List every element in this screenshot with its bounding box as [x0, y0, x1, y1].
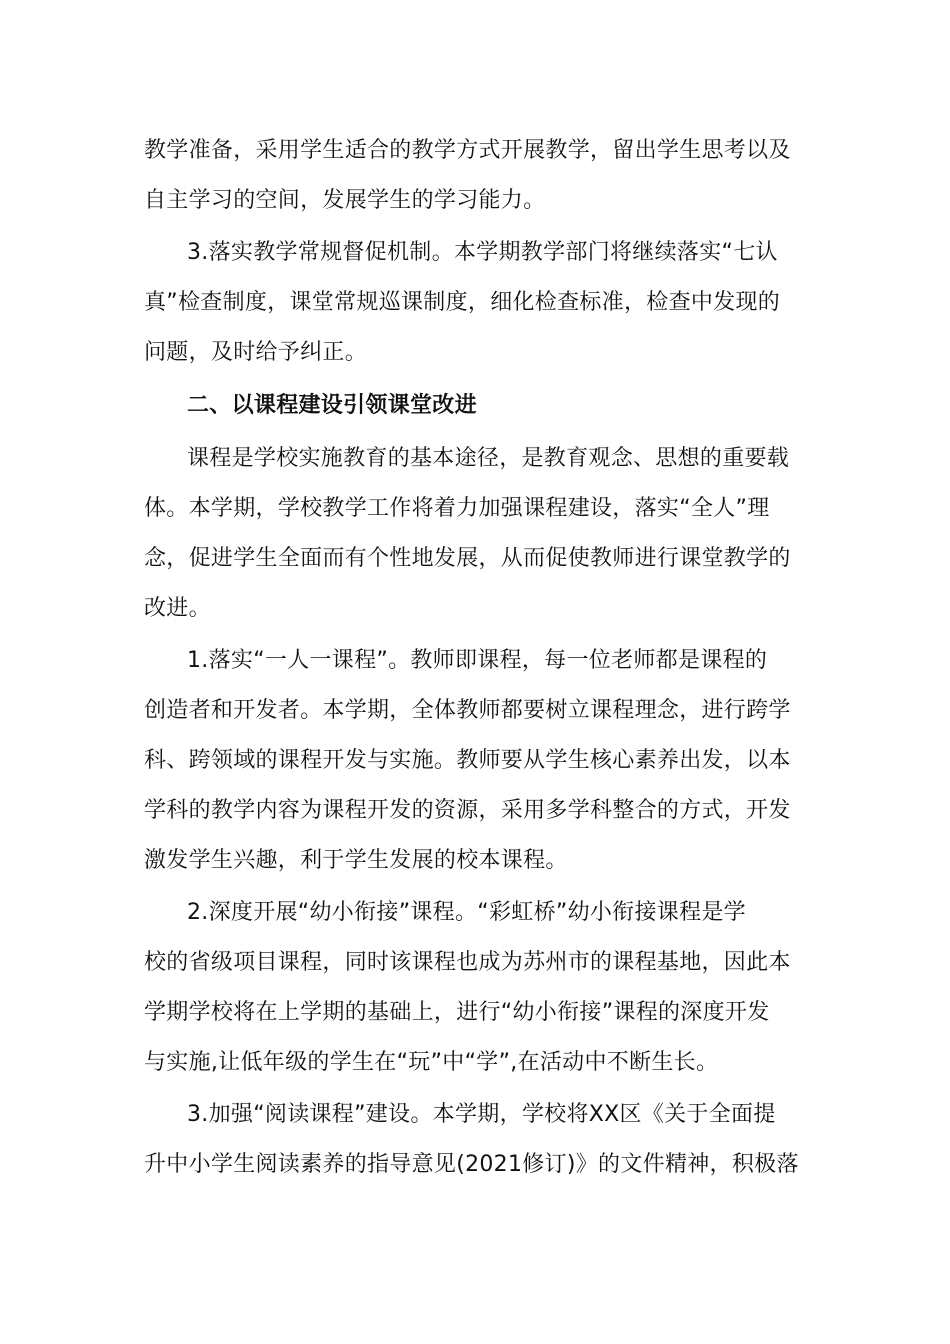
paragraph-line: 学科的教学内容为课程开发的资源，采用多学科整合的方式，开发: [144, 798, 791, 823]
paragraph-line: 念，促进学生全面而有个性地发展，从而促使教师进行课堂教学的: [144, 546, 791, 571]
paragraph-line: 校的省级项目课程，同时该课程也成为苏州市的课程基地，因此本: [144, 950, 791, 975]
paragraph-line: 问题，及时给予纠正。: [144, 340, 368, 365]
paragraph-line: 2.深度开展“幼小衔接”课程。“彩虹桥”幼小衔接课程是学: [187, 900, 746, 925]
paragraph-line: 科、跨领域的课程开发与实施。教师要从学生核心素养出发，以本: [144, 748, 791, 773]
paragraph-line: 1.落实“一人一课程”。教师即课程，每一位老师都是课程的: [187, 648, 768, 673]
paragraph-line: 与实施,让低年级的学生在“玩”中“学”,在活动中不断生长。: [144, 1050, 719, 1075]
paragraph-line: 3.加强“阅读课程”建设。本学期，学校将XX区《关于全面提: [187, 1102, 776, 1127]
paragraph-line: 升中小学生阅读素养的指导意见(2021修订)》的文件精神，积极落: [144, 1152, 799, 1177]
paragraph-line: 改进。: [144, 596, 211, 621]
paragraph-line: 教学准备，采用学生适合的教学方式开展教学，留出学生思考以及: [144, 138, 791, 163]
paragraph-line: 创造者和开发者。本学期，全体教师都要树立课程理念，进行跨学: [144, 698, 791, 723]
section-heading: 二、以课程建设引领课堂改进: [187, 393, 477, 418]
paragraph-line: 真”检查制度，课堂常规巡课制度，细化检查标准，检查中发现的: [144, 290, 781, 315]
paragraph-line: 激发学生兴趣，利于学生发展的校本课程。: [144, 848, 568, 873]
paragraph-line: 体。本学期，学校教学工作将着力加强课程建设，落实“全人”理: [144, 496, 770, 521]
paragraph-line: 3.落实教学常规督促机制。本学期教学部门将继续落实“七认: [187, 240, 778, 265]
paragraph-line: 课程是学校实施教育的基本途径，是教育观念、思想的重要载: [187, 446, 790, 471]
paragraph-line: 学期学校将在上学期的基础上，进行“幼小衔接”课程的深度开发: [144, 1000, 770, 1025]
paragraph-line: 自主学习的空间，发展学生的学习能力。: [144, 188, 546, 213]
